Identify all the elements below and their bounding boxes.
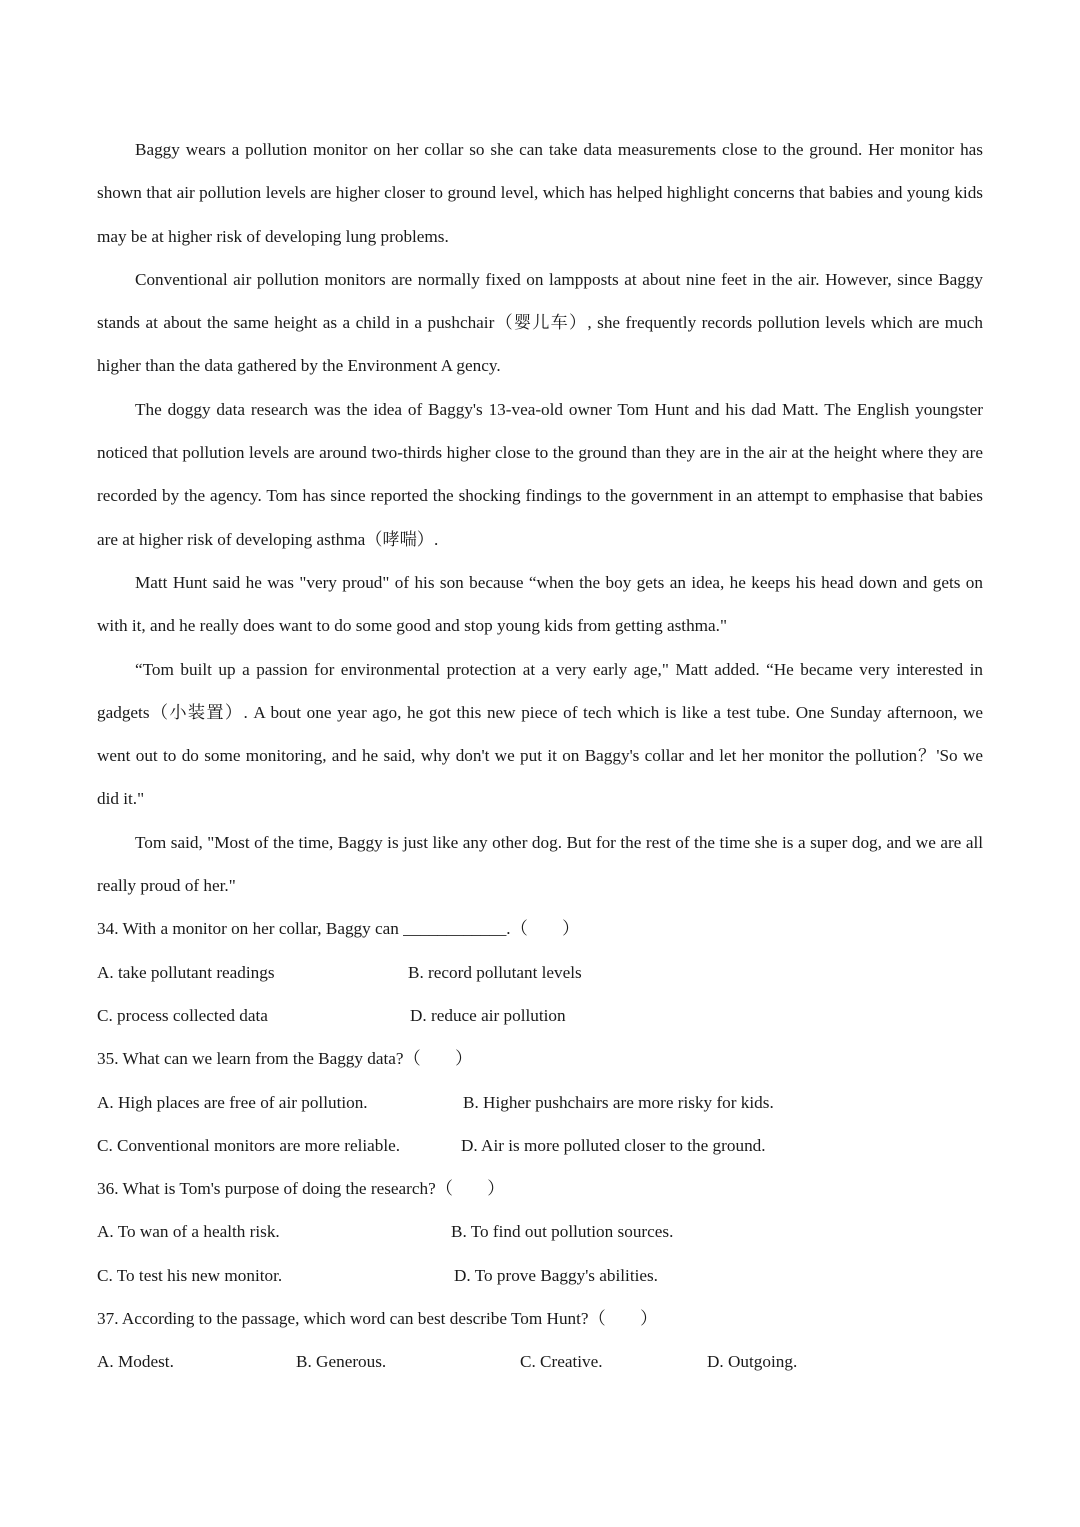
question-stem: 36. What is Tom's purpose of doing the research?（ ）	[97, 1179, 505, 1199]
question-34	[97, 907, 983, 1037]
option-a: A. High places are free of air pollution.	[97, 1092, 368, 1112]
document-page	[97, 128, 983, 1384]
option-row	[97, 994, 983, 1037]
option-d: D. To prove Baggy's abilities.	[454, 1265, 658, 1285]
option-b: B. Generous.	[296, 1352, 387, 1372]
question-stem: 34. With a monitor on her collar, Baggy can ____________.（ ）	[97, 919, 580, 939]
passage-paragraph: “Tom built up a passion for environmental protection at a very early age," Matt added. “He became very interested in gadgets（小装置）. A bout one year ago, he got this new piece of tech which is like a test tube. One Sunday afternoon, we went out to do some monitoring, and he said, why don't we put it on Baggy's collar and let her monitor the pollution？'So we did it."	[97, 659, 983, 809]
question-35	[97, 1037, 983, 1167]
question-stem: 35. What can we learn from the Baggy data?（ ）	[97, 1049, 473, 1069]
passage-paragraph: The doggy data research was the idea of Baggy's 13-vea-old owner Tom Hunt and his dad Matt. The English youngster noticed that pollution levels are around two-thirds higher close to the ground than they are in the air at the height where they are recorded by the agency. Tom has since reported the shocking findings to the government in an attempt to emphasise that babies are at higher risk of developing asthma（哮喘）.	[97, 399, 983, 549]
option-c: C. Conventional monitors are more reliable.	[97, 1135, 401, 1155]
passage-paragraph: Matt Hunt said he was "very proud" of his son because “when the boy gets an idea, he keeps his head down and gets on with it, and he really does want to do some good and stop young kids from getting asthma."	[97, 572, 983, 636]
question-37	[97, 1297, 983, 1384]
option-a: A. To wan of a health risk.	[97, 1222, 280, 1242]
option-b: B. record pollutant levels	[408, 962, 582, 982]
question-36	[97, 1167, 983, 1297]
option-row	[97, 1124, 983, 1167]
option-row	[97, 1254, 983, 1297]
option-a: A. take pollutant readings	[97, 962, 275, 982]
passage-paragraph: Conventional air pollution monitors are normally fixed on lampposts at about nine feet in the air. However, since Baggy stands at about the same height as a child in a pushchair（婴儿车）, she frequently records pollution levels which are much higher than the data gathered by the Environment A gency.	[97, 269, 983, 376]
reading-passage	[97, 128, 983, 907]
passage-paragraph: Baggy wears a pollution monitor on her collar so she can take data measurements close to the ground. Her monitor has shown that air pollution levels are higher closer to ground level, which has helped highlight concerns that babies and young kids may be at higher risk of developing lung problems.	[97, 140, 983, 246]
passage-paragraph: Tom said, "Most of the time, Baggy is just like any other dog. But for the rest of the time she is a super dog, and we are all really proud of her."	[97, 832, 983, 896]
option-c: C. To test his new monitor.	[97, 1265, 283, 1285]
option-c: C. Creative.	[520, 1352, 603, 1372]
option-c: C. process collected data	[97, 1005, 268, 1025]
option-d: D. Air is more polluted closer to the ground.	[461, 1135, 766, 1155]
option-d: D. Outgoing.	[707, 1352, 798, 1372]
option-row	[97, 951, 983, 994]
option-b: B. Higher pushchairs are more risky for kids.	[463, 1092, 774, 1112]
option-a: A. Modest.	[97, 1352, 174, 1372]
option-d: D. reduce air pollution	[410, 1005, 566, 1025]
option-b: B. To find out pollution sources.	[451, 1222, 674, 1242]
option-row	[97, 1210, 983, 1253]
option-row	[97, 1081, 983, 1124]
option-row	[97, 1340, 983, 1383]
question-stem: 37. According to the passage, which word can best describe Tom Hunt?（ ）	[97, 1309, 658, 1329]
